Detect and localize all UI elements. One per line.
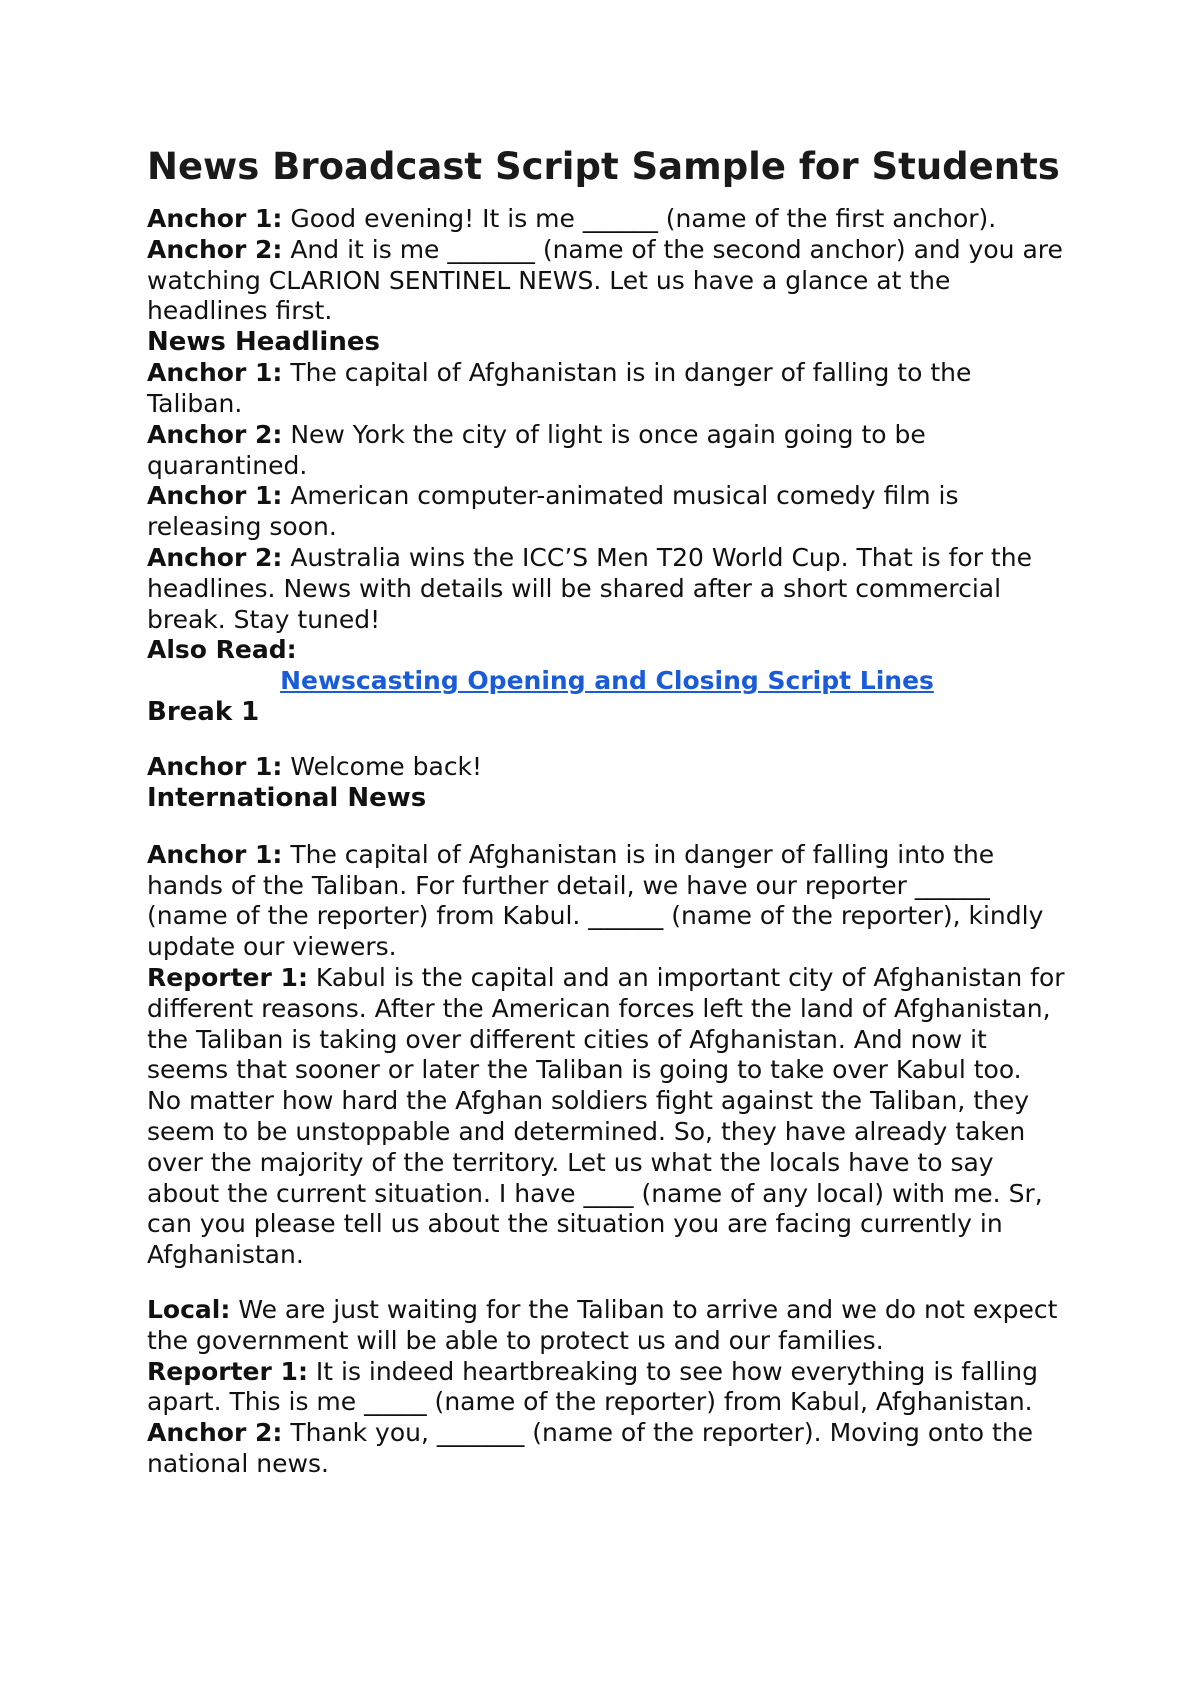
script-text: Australia wins the ICC’S Men T20 World Cup. That is for the headlines. News with details will be shared after a short commercial break. Stay tuned! <box>147 542 1032 634</box>
script-line <box>147 543 1067 635</box>
script-line <box>147 1418 1067 1480</box>
document-body <box>147 142 1067 1480</box>
script-text: Welcome back! <box>282 751 483 781</box>
script-line <box>147 963 1067 1086</box>
speaker-label: Anchor 1: <box>147 751 283 781</box>
spacer <box>147 814 1067 840</box>
speaker-label: Reporter 1: <box>147 962 308 992</box>
spacer <box>147 1271 1067 1295</box>
related-article-link[interactable]: Newscasting Opening and Closing Script Lines <box>280 666 934 696</box>
script-line <box>147 420 1067 482</box>
script-line <box>147 752 1067 783</box>
script-paragraph: No matter how hard the Afghan soldiers fight against the Taliban, they seem to be unstoppable and determined. So, they have already taken over the majority of the territory. Let us what the locals have to say about the current situation. I have ____ (name of any local) with me. Sr, can you please tell us about the situation you are facing currently in Afghanistan. <box>147 1086 1043 1270</box>
also-read-label: Also Read: <box>147 635 297 665</box>
spacer <box>147 728 1067 752</box>
section-heading-news-headlines: News Headlines <box>147 327 380 358</box>
speaker-label: Local: <box>147 1294 231 1324</box>
speaker-label: Anchor 2: <box>147 1418 283 1448</box>
speaker-label: Anchor 1: <box>147 481 283 511</box>
script-text: We are just waiting for the Taliban to arrive and we do not expect the government will be able to protect us and our families. <box>147 1294 1058 1355</box>
script-line <box>147 235 1067 327</box>
speaker-label: Anchor 2: <box>147 234 283 264</box>
script-line <box>147 1295 1067 1357</box>
script-text: And it is me _______ (name of the second anchor) and you are watching CLARION SENTINEL NEWS. Let us have a glance at the headlines first. <box>147 234 1063 326</box>
section-heading-break: Break 1 <box>147 696 260 727</box>
script-line <box>147 358 1067 420</box>
script-text: New York the city of light is once again going to be quarantined. <box>147 419 926 480</box>
script-line <box>147 1357 1067 1419</box>
script-line <box>147 481 1067 543</box>
speaker-label: Reporter 1: <box>147 1356 308 1386</box>
script-text: Thank you, _______ (name of the reporter). Moving onto the national news. <box>147 1418 1034 1478</box>
speaker-label: Anchor 1: <box>147 839 283 869</box>
script-text: Kabul is the capital and an important city of Afghanistan for different reasons. After the American forces left the land of Afghanistan, the Taliban is taking over different cities of Afghanistan. And now it seems that sooner or later the Taliban is going to take over Kabul too. <box>147 962 1065 1085</box>
script-line <box>147 840 1067 963</box>
script-line <box>147 204 1067 235</box>
script-text: Good evening! It is me ______ (name of the first anchor). <box>282 204 997 233</box>
script-text: It is indeed heartbreaking to see how everything is falling apart. This is me _____ (name of the reporter) from Kabul, Afghanistan. <box>147 1356 1038 1417</box>
speaker-label: Anchor 1: <box>147 358 283 388</box>
speaker-label: Anchor 2: <box>147 542 283 572</box>
section-heading-international-news: International News <box>147 782 427 813</box>
script-text: The capital of Afghanistan is in danger of falling to the Taliban. <box>147 358 972 418</box>
document-title: News Broadcast Script Sample for Students <box>147 145 1060 188</box>
script-text: The capital of Afghanistan is in danger of falling into the hands of the Taliban. For further detail, we have our reporter ______ (name of the reporter) from Kabul. ______ (name of the reporter), kindly update our viewers. <box>147 839 1044 962</box>
script-text: American computer-animated musical comedy film is releasing soon. <box>147 481 959 542</box>
speaker-label: Anchor 2: <box>147 419 283 449</box>
speaker-label: Anchor 1: <box>147 204 283 233</box>
related-link-row <box>147 666 1067 697</box>
